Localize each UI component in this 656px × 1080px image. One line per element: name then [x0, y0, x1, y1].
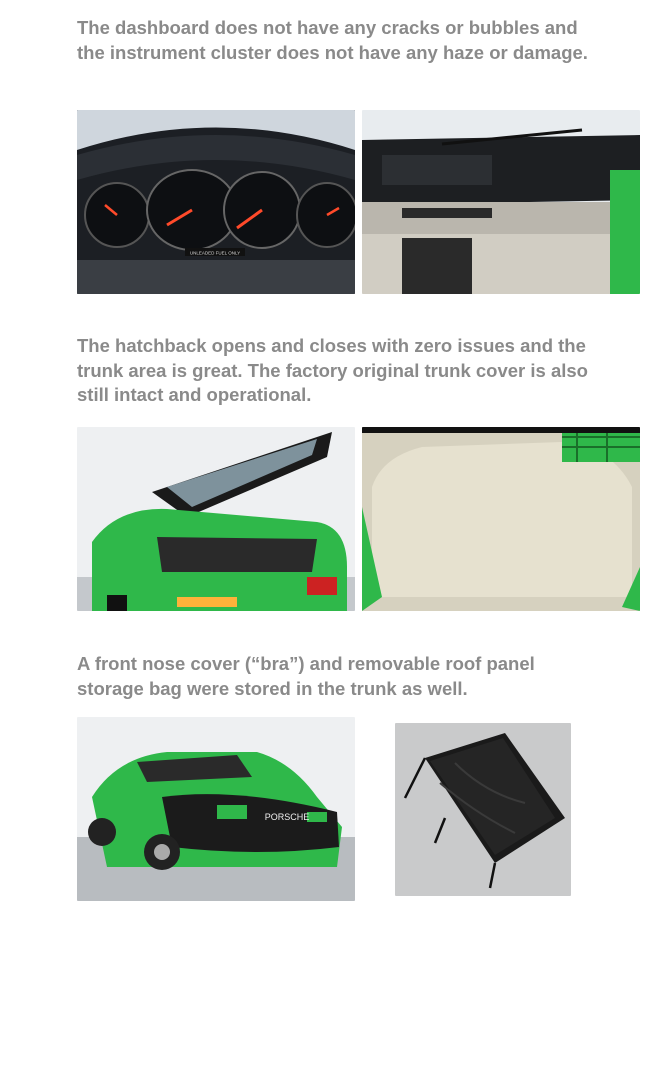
caption-dashboard: The dashboard does not have any cracks or bubbles and the instrument cluster does not have any haze or damage.: [77, 17, 588, 63]
unleaded-fuel-label: UNLEADED FUEL ONLY: [189, 250, 241, 256]
porsche-bra-logo: PORSCHE: [264, 812, 310, 822]
dashboard-console-photo[interactable]: [362, 110, 640, 294]
trunk-carpet-photo[interactable]: [362, 427, 640, 611]
roof-panel-bag-photo[interactable]: [395, 723, 571, 896]
open-hatchback-photo[interactable]: [77, 427, 355, 611]
instrument-cluster-photo[interactable]: [77, 110, 355, 294]
car-front-bra-photo[interactable]: [77, 717, 355, 901]
caption-hatchback: The hatchback opens and closes with zero issues and the trunk area is great. The factory original trunk cover is also still intact and operational.: [77, 335, 588, 405]
caption-accessories: A front nose cover (“bra”) and removable roof panel storage bag were stored in the trunk as well.: [77, 653, 535, 699]
